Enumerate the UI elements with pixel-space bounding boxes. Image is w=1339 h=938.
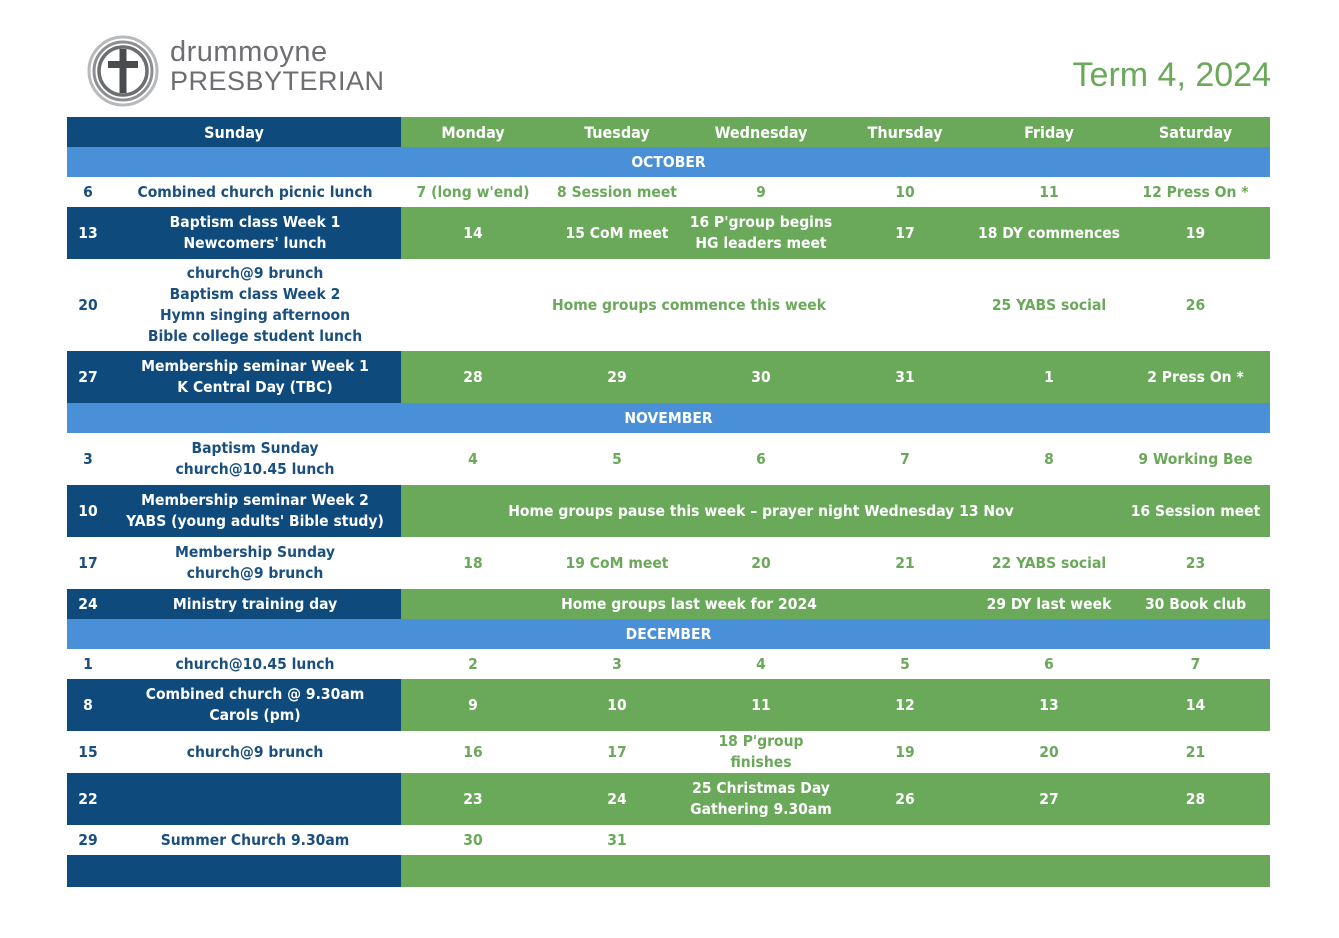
wednesday-cell: 30	[689, 351, 833, 403]
week-row	[67, 433, 1270, 485]
week-row	[67, 259, 1270, 351]
saturday-cell: 16 Session meet	[1121, 485, 1270, 537]
day-header-row	[67, 117, 1270, 147]
friday-cell: 29 DY last week	[977, 589, 1121, 619]
month-label: NOVEMBER	[67, 403, 1270, 433]
wednesday-cell	[689, 825, 833, 855]
tuesday-cell: 24	[545, 773, 689, 825]
monday-cell: 4	[401, 433, 545, 485]
sunday-date: 1	[67, 649, 109, 679]
saturday-cell: 19	[1121, 207, 1270, 259]
saturday-cell: 14	[1121, 679, 1270, 731]
sunday-event	[109, 351, 401, 403]
tuesday-cell: 10	[545, 679, 689, 731]
friday-cell: 25 YABS social	[977, 259, 1121, 351]
wednesday-cell: 9	[689, 177, 833, 207]
week-row	[67, 773, 1270, 825]
sunday-date: 29	[67, 825, 109, 855]
tuesday-cell: 8 Session meet	[545, 177, 689, 207]
friday-cell: 18 DY commences	[977, 207, 1121, 259]
friday-cell: 27	[977, 773, 1121, 825]
thursday-cell: 26	[833, 773, 977, 825]
friday-cell: 22 YABS social	[977, 537, 1121, 589]
saturday-cell: 28	[1121, 773, 1270, 825]
sunday-date: 27	[67, 351, 109, 403]
week-row	[67, 177, 1270, 207]
event-line: Combined church @ 9.30am	[145, 685, 365, 703]
event-line: K Central Day (TBC)	[177, 378, 333, 396]
calendar-table	[67, 117, 1270, 887]
event-line: Membership seminar Week 1	[141, 357, 369, 375]
event-line: Membership seminar Week 2	[141, 491, 369, 509]
event-line: Newcomers' lunch	[183, 234, 327, 252]
friday-cell: 6	[977, 649, 1121, 679]
event-line: 25 Christmas Day	[692, 779, 830, 797]
sunday-date: 20	[67, 259, 109, 351]
footer-band-left	[109, 855, 401, 887]
week-row	[67, 485, 1270, 537]
weekday-span-cell: Home groups commence this week	[401, 259, 977, 351]
saturday-cell: 12 Press On *	[1121, 177, 1270, 207]
sunday-event	[109, 433, 401, 485]
logo-line-2: PRESBYTERIAN	[170, 66, 385, 96]
week-row	[67, 351, 1270, 403]
tuesday-cell: 29	[545, 351, 689, 403]
event-line: church@9 brunch	[186, 564, 324, 582]
wednesday-cell	[689, 207, 833, 259]
thursday-cell: 21	[833, 537, 977, 589]
tuesday-cell: 31	[545, 825, 689, 855]
friday-cell: 1	[977, 351, 1121, 403]
sunday-date: 3	[67, 433, 109, 485]
saturday-cell: 9 Working Bee	[1121, 433, 1270, 485]
friday-cell	[977, 825, 1121, 855]
thursday-cell: 19	[833, 731, 977, 773]
saturday-cell: 7	[1121, 649, 1270, 679]
event-line: church@9 brunch	[186, 264, 324, 282]
wednesday-cell	[689, 773, 833, 825]
tuesday-cell: 19 CoM meet	[545, 537, 689, 589]
term-title: Term 4, 2024	[1072, 56, 1271, 94]
month-label: OCTOBER	[67, 147, 1270, 177]
wednesday-cell: 11	[689, 679, 833, 731]
sunday-event: Combined church picnic lunch	[109, 177, 401, 207]
saturday-cell: 23	[1121, 537, 1270, 589]
footer-band-left	[67, 855, 109, 887]
header-thursday: Thursday	[833, 117, 977, 147]
week-row	[67, 679, 1270, 731]
sunday-event	[109, 773, 401, 825]
cross-circle-icon	[86, 34, 162, 108]
weekday-span-cell: Home groups pause this week – prayer night Wednesday 13 Nov	[401, 485, 1121, 537]
friday-cell: 13	[977, 679, 1121, 731]
wednesday-cell: 4	[689, 649, 833, 679]
event-line: HG leaders meet	[695, 234, 827, 252]
logo-line-1: drummoyne	[170, 36, 328, 68]
monday-cell: 23	[401, 773, 545, 825]
event-line: Baptism class Week 2	[169, 285, 341, 303]
thursday-cell: 31	[833, 351, 977, 403]
sunday-date: 6	[67, 177, 109, 207]
logo-wordmark	[170, 38, 385, 95]
week-row	[67, 537, 1270, 589]
sunday-event: church@9 brunch	[109, 731, 401, 773]
monday-cell: 30	[401, 825, 545, 855]
sunday-event: church@10.45 lunch	[109, 649, 401, 679]
event-line: Gathering 9.30am	[690, 800, 832, 818]
thursday-cell: 17	[833, 207, 977, 259]
event-line: Carols (pm)	[209, 706, 301, 724]
sunday-event	[109, 485, 401, 537]
church-logo	[86, 34, 385, 108]
month-row-october	[67, 147, 1270, 177]
saturday-cell: 30 Book club	[1121, 589, 1270, 619]
thursday-cell: 7	[833, 433, 977, 485]
saturday-cell	[1121, 825, 1270, 855]
sunday-event	[109, 207, 401, 259]
wednesday-cell: 6	[689, 433, 833, 485]
event-line: church@10.45 lunch	[175, 460, 335, 478]
week-row	[67, 825, 1270, 855]
monday-cell: 16	[401, 731, 545, 773]
monday-cell: 18	[401, 537, 545, 589]
thursday-cell	[833, 825, 977, 855]
sunday-event: Summer Church 9.30am	[109, 825, 401, 855]
saturday-cell: 21	[1121, 731, 1270, 773]
saturday-cell: 2 Press On *	[1121, 351, 1270, 403]
friday-cell: 8	[977, 433, 1121, 485]
header-wednesday: Wednesday	[689, 117, 833, 147]
header-monday: Monday	[401, 117, 545, 147]
month-row-november	[67, 403, 1270, 433]
monday-cell: 14	[401, 207, 545, 259]
event-line: Baptism class Week 1	[169, 213, 341, 231]
sunday-date: 8	[67, 679, 109, 731]
tuesday-cell: 15 CoM meet	[545, 207, 689, 259]
wednesday-cell: 18 P'group finishes	[689, 731, 833, 773]
tuesday-cell: 3	[545, 649, 689, 679]
month-label: DECEMBER	[67, 619, 1270, 649]
friday-cell: 20	[977, 731, 1121, 773]
sunday-event	[109, 537, 401, 589]
event-line: Bible college student lunch	[147, 327, 363, 345]
thursday-cell: 10	[833, 177, 977, 207]
footer-band-right	[401, 855, 1270, 887]
monday-cell: 7 (long w'end)	[401, 177, 545, 207]
tuesday-cell: 5	[545, 433, 689, 485]
sunday-event	[109, 679, 401, 731]
event-line: Hymn singing afternoon	[159, 306, 351, 324]
event-line: Membership Sunday	[175, 543, 335, 561]
week-row	[67, 731, 1270, 773]
sunday-date: 17	[67, 537, 109, 589]
event-line: YABS (young adults' Bible study)	[126, 512, 384, 530]
event-line: Baptism Sunday	[191, 439, 319, 457]
weekday-span-cell: Home groups last week for 2024	[401, 589, 977, 619]
sunday-event	[109, 259, 401, 351]
week-row	[67, 649, 1270, 679]
sunday-date: 13	[67, 207, 109, 259]
sunday-date: 15	[67, 731, 109, 773]
header-saturday: Saturday	[1121, 117, 1270, 147]
monday-cell: 9	[401, 679, 545, 731]
sunday-event: Ministry training day	[109, 589, 401, 619]
header-tuesday: Tuesday	[545, 117, 689, 147]
month-row-december	[67, 619, 1270, 649]
monday-cell: 28	[401, 351, 545, 403]
sunday-date: 22	[67, 773, 109, 825]
footer-band	[67, 855, 1270, 887]
week-row	[67, 207, 1270, 259]
sunday-date: 10	[67, 485, 109, 537]
week-row	[67, 589, 1270, 619]
header-sunday: Sunday	[67, 117, 401, 147]
thursday-cell: 5	[833, 649, 977, 679]
friday-cell: 11	[977, 177, 1121, 207]
wednesday-cell: 20	[689, 537, 833, 589]
header-friday: Friday	[977, 117, 1121, 147]
sunday-date: 24	[67, 589, 109, 619]
thursday-cell: 12	[833, 679, 977, 731]
tuesday-cell: 17	[545, 731, 689, 773]
monday-cell: 2	[401, 649, 545, 679]
saturday-cell: 26	[1121, 259, 1270, 351]
event-line: 16 P'group begins	[689, 213, 833, 231]
